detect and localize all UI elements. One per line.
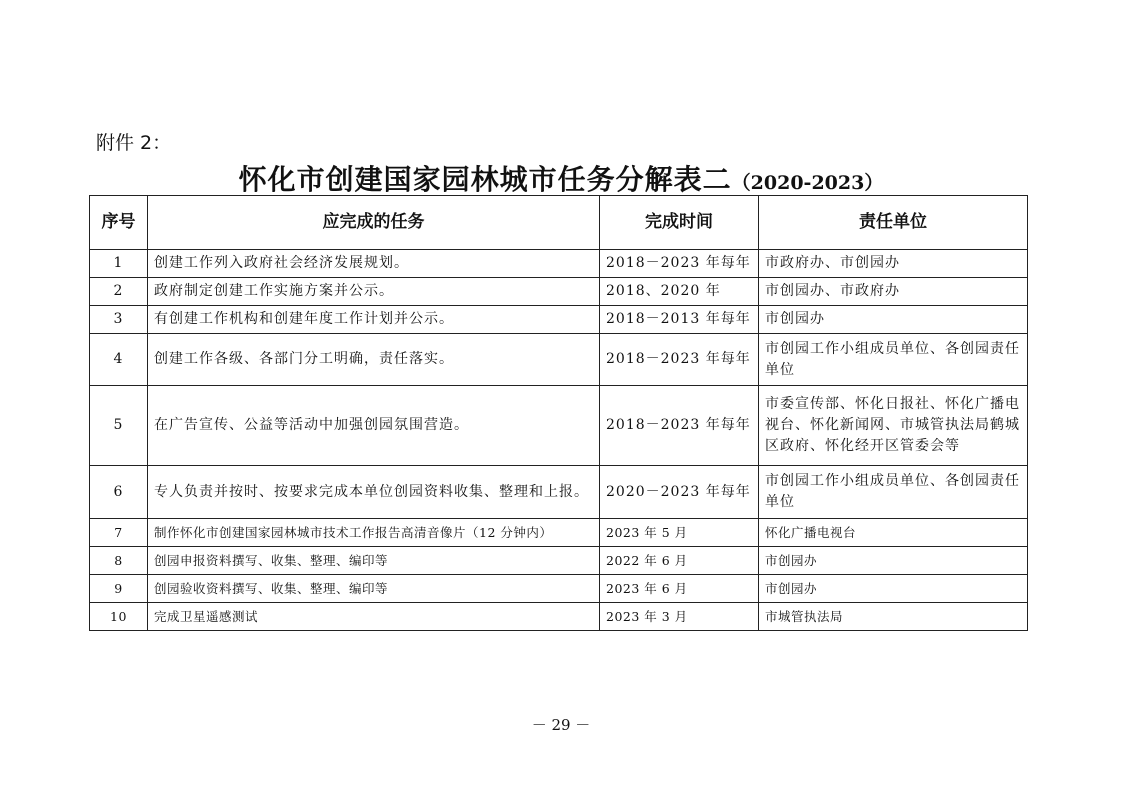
cell-unit: 市政府办、市创园办 [759,250,1028,278]
document-title [0,158,1122,198]
cell-time: 2018、2020 年 [600,278,759,306]
attachment-label: 附件 2： [96,132,172,154]
cell-unit: 市委宣传部、怀化日报社、怀化广播电视台、怀化新闻网、市城管执法局鹤城区政府、怀化经开区管委会等 [759,386,1028,466]
table-row [90,575,1028,603]
cell-no: 9 [90,575,148,603]
cell-unit: 市创园办、市政府办 [759,278,1028,306]
table-row [90,466,1028,519]
cell-time: 2023 年 5 月 [600,519,759,547]
cell-time: 2018－2023 年每年 [600,334,759,386]
cell-no: 4 [90,334,148,386]
cell-unit: 市创园工作小组成员单位、各创园责任单位 [759,466,1028,519]
table-row [90,603,1028,631]
table-row [90,334,1028,386]
cell-task: 在广告宣传、公益等活动中加强创园氛围营造。 [148,386,600,466]
cell-time: 2020－2023 年每年 [600,466,759,519]
cell-time: 2018－2023 年每年 [600,386,759,466]
cell-unit: 怀化广播电视台 [759,519,1028,547]
title-main: 怀化市创建国家园林城市任务分解表二 [238,163,732,196]
table-header-row [90,196,1028,250]
cell-no: 7 [90,519,148,547]
table-row [90,519,1028,547]
cell-task: 创园验收资料撰写、收集、整理、编印等 [148,575,600,603]
cell-task: 创建工作列入政府社会经济发展规划。 [148,250,600,278]
cell-no: 2 [90,278,148,306]
cell-task: 制作怀化市创建国家园林城市技术工作报告高清音像片（12 分钟内） [148,519,600,547]
cell-task: 专人负责并按时、按要求完成本单位创园资料收集、整理和上报。 [148,466,600,519]
cell-no: 10 [90,603,148,631]
cell-no: 8 [90,547,148,575]
table-row [90,547,1028,575]
cell-time: 2018－2013 年每年 [600,306,759,334]
header-serial: 序号 [90,196,148,250]
title-year-range: （2020-2023） [731,172,884,194]
cell-no: 5 [90,386,148,466]
table-row [90,306,1028,334]
cell-no: 3 [90,306,148,334]
cell-unit: 市创园办 [759,575,1028,603]
cell-no: 1 [90,250,148,278]
cell-unit: 市创园办 [759,547,1028,575]
task-table [89,195,1028,631]
page-number: － 29 － [531,716,591,734]
cell-task: 完成卫星遥感测试 [148,603,600,631]
cell-time: 2022 年 6 月 [600,547,759,575]
cell-task: 政府制定创建工作实施方案并公示。 [148,278,600,306]
cell-no: 6 [90,466,148,519]
cell-time: 2018－2023 年每年 [600,250,759,278]
cell-time: 2023 年 3 月 [600,603,759,631]
table-row [90,250,1028,278]
cell-unit: 市创园办 [759,306,1028,334]
cell-unit: 市创园工作小组成员单位、各创园责任单位 [759,334,1028,386]
header-unit: 责任单位 [759,196,1028,250]
cell-task: 有创建工作机构和创建年度工作计划并公示。 [148,306,600,334]
table-row [90,278,1028,306]
cell-unit: 市城管执法局 [759,603,1028,631]
cell-time: 2023 年 6 月 [600,575,759,603]
table-row [90,386,1028,466]
header-task: 应完成的任务 [148,196,600,250]
header-time: 完成时间 [600,196,759,250]
cell-task: 创建工作各级、各部门分工明确，责任落实。 [148,334,600,386]
cell-task: 创园申报资料撰写、收集、整理、编印等 [148,547,600,575]
